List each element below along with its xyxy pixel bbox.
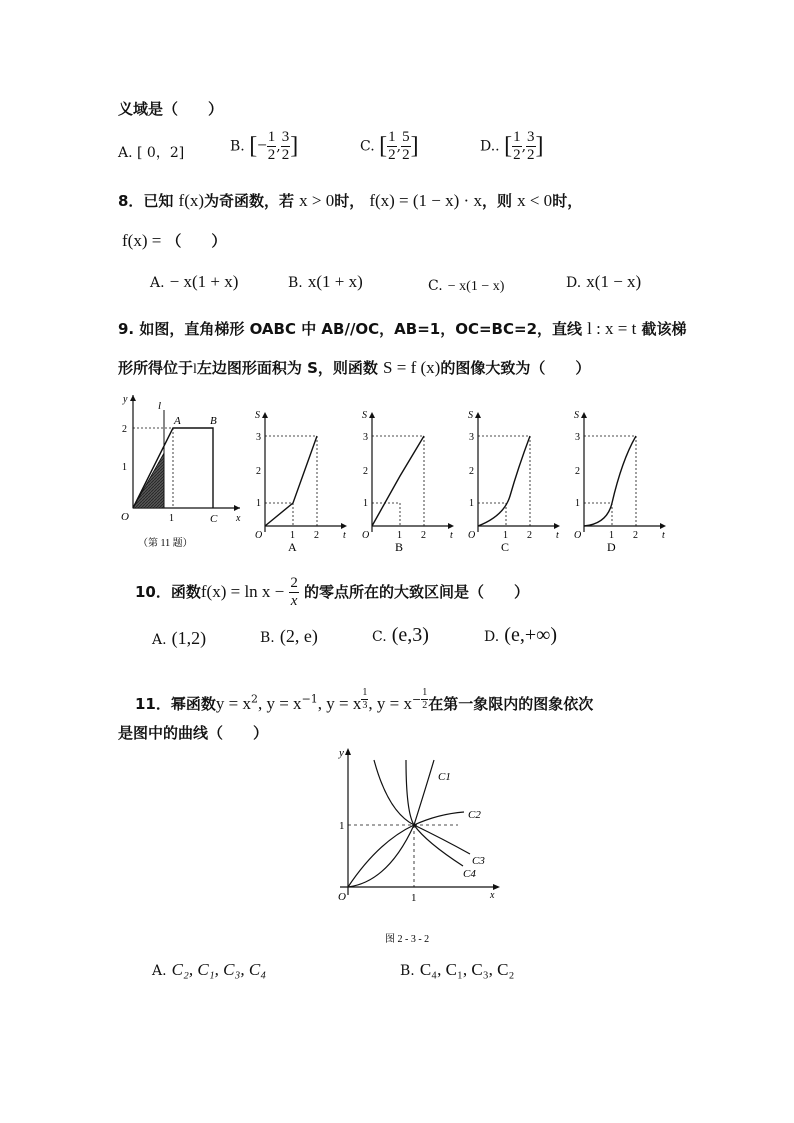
q7-option-a: [118, 142, 184, 162]
q11-stem-line2: 是图中的曲线（ ）: [118, 724, 269, 742]
q10-option-c: C. (e,3): [372, 624, 429, 646]
option-label: C.: [360, 138, 375, 155]
curve-label-c3: C3: [472, 855, 485, 867]
q10-option-d: D. (e,+∞): [484, 624, 558, 646]
svg-text:O: O: [574, 530, 582, 541]
svg-text:S: S: [574, 410, 579, 421]
svg-text:O: O: [468, 530, 476, 541]
fraction: $\frac{1}{2}$: [513, 129, 521, 163]
curve-label-c4: C4: [463, 868, 476, 880]
curve-c3: [374, 760, 470, 854]
svg-text:2: 2: [314, 530, 319, 541]
svg-text:1: 1: [503, 530, 508, 541]
y-tick-2: 2: [122, 424, 127, 435]
q9-trapezoid-figure: [118, 390, 248, 550]
minus-sign: −: [257, 135, 267, 155]
q7-stem-tail: 义域是（ ）: [118, 100, 224, 118]
svg-text:3: 3: [575, 432, 580, 443]
y-axis-label: y: [339, 747, 344, 759]
point-c-label: C: [210, 513, 218, 525]
q7-option-b: B. [− $\frac{1}{2}$ , $\frac{3}{2}$ ]: [230, 129, 299, 163]
x-axis-label: x: [236, 513, 241, 524]
svg-text:2: 2: [421, 530, 426, 541]
q7-option-d: D.. [ $\frac{1}{2}$ , $\frac{3}{2}$ ]: [480, 129, 544, 163]
svg-text:S: S: [255, 410, 260, 421]
fraction: $\frac{1}{2}$: [267, 129, 276, 163]
svg-text:t: t: [343, 530, 346, 541]
svg-text:1: 1: [290, 530, 295, 541]
svg-text:2: 2: [575, 466, 580, 477]
x-tick-1: 1: [411, 892, 417, 904]
svg-text:2: 2: [256, 466, 261, 477]
svg-text:1: 1: [609, 530, 614, 541]
q8-option-b: B. x(1 + x): [288, 272, 363, 291]
q8-option-d: D. x(1 − x): [566, 272, 642, 291]
option-label: A.: [118, 145, 133, 161]
svg-text:1: 1: [469, 498, 474, 509]
svg-text:S: S: [468, 410, 473, 421]
svg-text:1: 1: [363, 498, 368, 509]
q8-option-c: C. − x(1 − x): [428, 278, 505, 294]
q9-stem-line2: 形所得位于l左边图形面积为 S，则函数 S = f (x)的图像大致为（ ）: [118, 358, 591, 377]
svg-text:1: 1: [397, 530, 402, 541]
q10-stem: 10．函数f(x) = ln x − $\frac{2}{x}$ 的零点所在的大致区间是（ ）: [135, 575, 529, 609]
q8-stem: 8．已知 f(x)为奇函数，若 x > 0时， f(x) = (1 − x) · x，则 x < 0时，: [118, 191, 583, 210]
svg-text:2: 2: [363, 466, 368, 477]
q8-option-a: A. − x(1 + x): [150, 272, 239, 291]
curve-c2: [348, 812, 464, 887]
q9-graph-b: [362, 408, 457, 553]
curve-label-c2: C2: [468, 809, 481, 821]
origin-label: O: [338, 891, 346, 903]
svg-text:3: 3: [256, 432, 261, 443]
q11-curves-figure: [318, 742, 518, 952]
svg-text:t: t: [556, 530, 559, 541]
x-axis-label: x: [490, 890, 495, 901]
q7-option-c: C. [ $\frac{1}{2}$ , $\frac{5}{2}$ ]: [360, 129, 419, 163]
curve-c1: [348, 760, 434, 887]
y-tick-1: 1: [122, 462, 127, 473]
choice-label: B: [395, 540, 404, 553]
choice-label: D: [607, 540, 616, 553]
curve-label-c1: C1: [438, 771, 451, 783]
fraction: $\frac{3}{2}$: [527, 129, 535, 163]
choice-label: C: [501, 540, 510, 553]
q11-option-b: B. C₄, C₁, C₃, C₂: [400, 960, 515, 979]
svg-text:1: 1: [256, 498, 261, 509]
svg-text:t: t: [662, 530, 665, 541]
choice-label: A: [288, 540, 297, 553]
option-value: [ 0，2]: [137, 145, 185, 161]
svg-text:2: 2: [633, 530, 638, 541]
q8-stem-line2: f(x) = （ ）: [122, 231, 227, 250]
fraction: $\frac{1}{2}$: [388, 129, 396, 163]
svg-text:O: O: [255, 530, 263, 541]
svg-text:1: 1: [575, 498, 580, 509]
x-tick-1: 1: [169, 513, 174, 524]
svg-text:S: S: [362, 410, 367, 421]
option-label: B.: [230, 138, 245, 155]
fraction: $\frac{3}{2}$: [281, 129, 290, 163]
origin-label: O: [121, 511, 129, 523]
q11-option-a: A. C₂, C₁, C₃, C₄: [152, 960, 267, 979]
svg-text:2: 2: [527, 530, 532, 541]
svg-text:t: t: [450, 530, 453, 541]
figure-caption: 图 2 - 3 - 2: [385, 934, 430, 945]
svg-text:2: 2: [469, 466, 474, 477]
figure-caption: （第 11 题）: [138, 538, 193, 549]
q11-stem: 11．幂函数$y = x^2$, $y = x^{-1}$, y = x $^{\frac{1}{3}}$ , $y = x^{- \frac{1}{2}}$ 在第一象限内的图象依次: [135, 687, 594, 713]
q9-graph-a: [255, 408, 350, 553]
svg-text:3: 3: [363, 432, 368, 443]
point-b-label: B: [210, 415, 217, 427]
q9-graph-d: [574, 408, 669, 553]
fraction: $\frac{5}{2}$: [402, 129, 410, 163]
svg-text:O: O: [362, 530, 370, 541]
point-a-label: A: [174, 415, 181, 427]
y-axis-label: y: [123, 394, 128, 405]
svg-text:3: 3: [469, 432, 474, 443]
q10-option-b: B. (2, e): [260, 626, 318, 646]
q10-option-a: A. (1,2): [152, 628, 207, 648]
line-l-label: l: [158, 400, 162, 412]
fraction: $\frac{2}{x}$: [290, 575, 298, 609]
option-label: D..: [480, 138, 500, 155]
y-tick-1: 1: [339, 820, 345, 832]
q9-stem: 9. 如图，直角梯形 OABC 中 AB//OC，AB=1，OC=BC=2，直线 l : x = t 截该梯: [118, 319, 687, 338]
q9-graph-c: [468, 408, 563, 553]
